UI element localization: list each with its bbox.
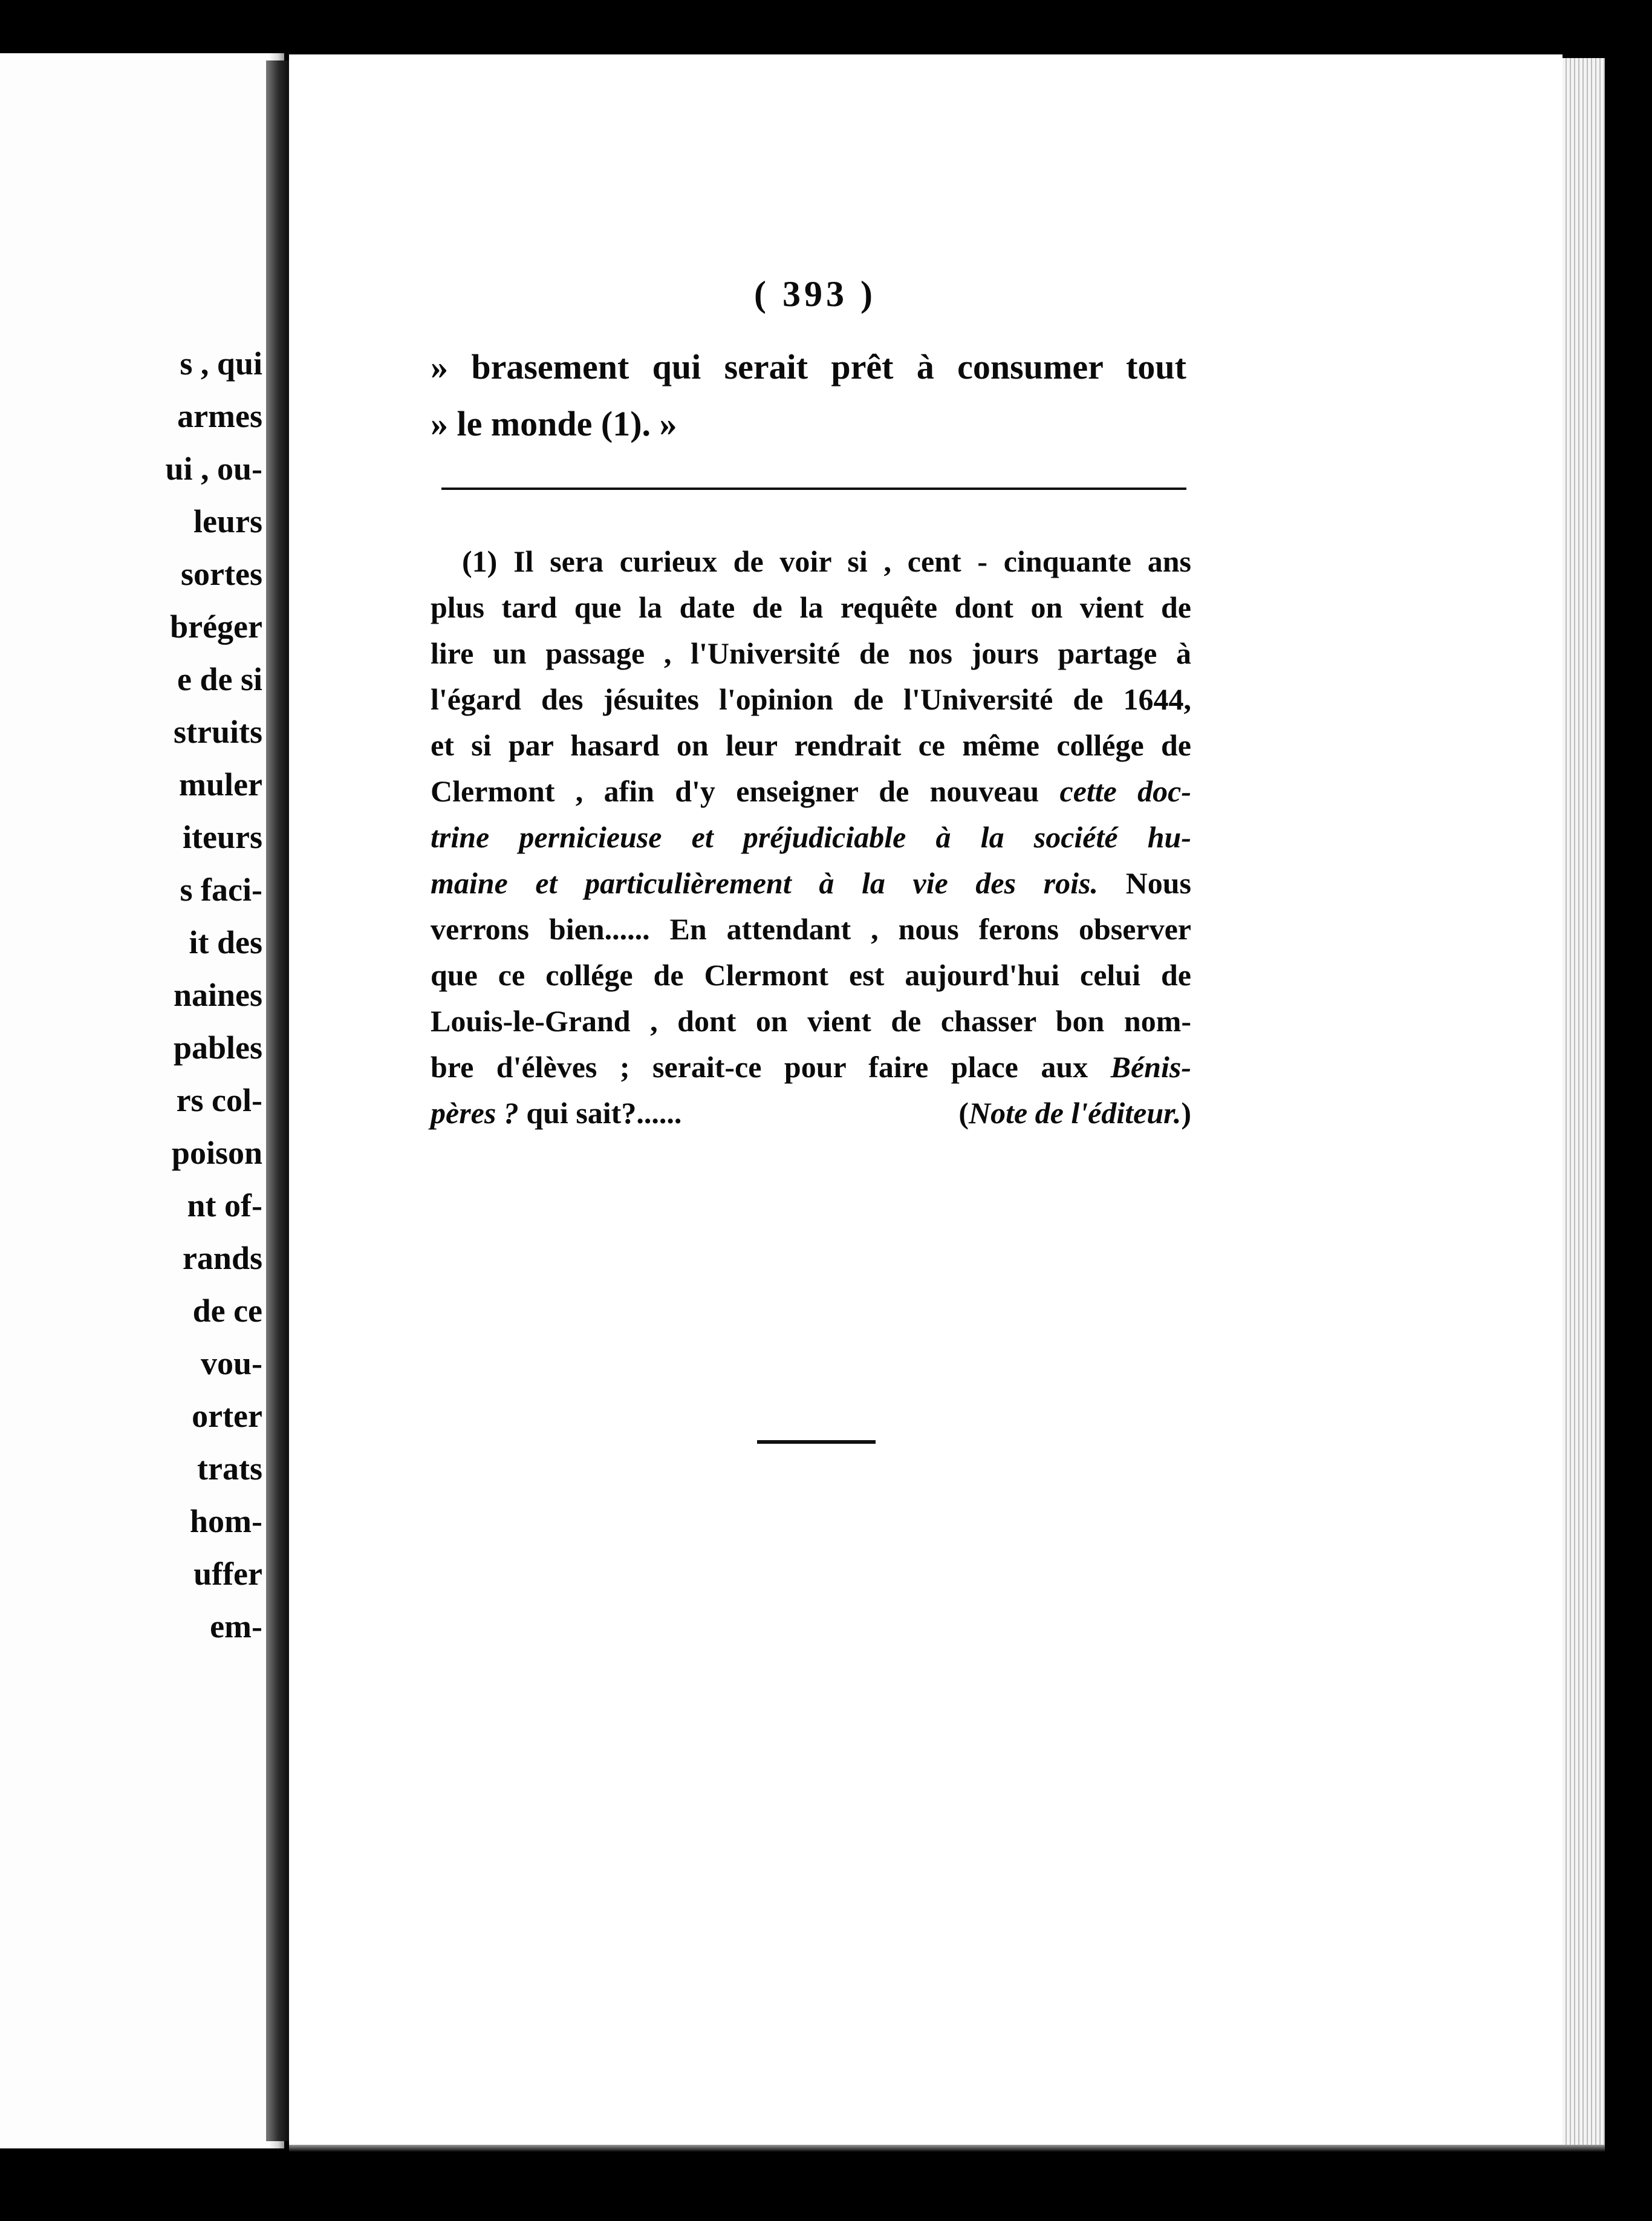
body-text: [431, 339, 1186, 452]
facing-line: sortes: [181, 556, 262, 592]
chapter-end-rule: [757, 1440, 876, 1444]
footnote-italic-text: cette doc-: [1059, 774, 1191, 808]
facing-line: rands: [182, 1240, 262, 1276]
facing-line: muler: [179, 766, 262, 803]
footnote: [431, 538, 1191, 1136]
facing-line: bréger: [170, 608, 262, 645]
facing-page-text: [165, 338, 262, 1653]
body-line: » brasement qui serait prêt à consumer tout: [431, 347, 1186, 386]
body-line: » le monde (1). »: [431, 404, 677, 443]
footnote-italic-text: pères ?: [431, 1096, 519, 1130]
footnote-line: (1) Il sera curieux de voir si , cent - cinquante ans: [462, 544, 1191, 578]
editor-note-label: Note de l'éditeur.: [969, 1096, 1182, 1130]
footnote-line: [431, 768, 1191, 814]
footnote-line: lire un passage , l'Université de nos jours partage à: [431, 636, 1191, 670]
footnote-line: plus tard que la date de la requête dont on vient de: [431, 590, 1191, 624]
footnote-text: qui sait?......: [518, 1096, 682, 1130]
facing-page: [0, 53, 284, 2148]
footnote-line: l'égard des jésuites l'opinion de l'Université de 1644,: [431, 682, 1191, 716]
footnote-line: Louis-le-Grand , dont on vient de chasser bon nom-: [431, 1004, 1191, 1038]
footnote-italic-text: maine et particulièrement à la vie des rois.: [431, 866, 1098, 900]
page-bottom-shadow: [289, 2145, 1605, 2152]
facing-line: de ce: [192, 1293, 262, 1329]
editor-note-paren: (: [958, 1096, 969, 1130]
page-number: ( 393 ): [754, 274, 876, 314]
footnote-text: Clermont , afin d'y enseigner de nouveau: [431, 774, 1060, 808]
facing-line: em-: [210, 1608, 262, 1645]
facing-line: e de si: [177, 661, 262, 697]
facing-line: s faci-: [180, 872, 262, 908]
footnote-separator-rule: [441, 488, 1186, 490]
footnote-line: et si par hasard on leur rendrait ce même collége de: [431, 728, 1191, 762]
footnote-final-text: [431, 1090, 681, 1136]
facing-line: trats: [197, 1450, 262, 1487]
facing-line: it des: [189, 924, 262, 960]
footnote-italic-text: trine pernicieuse et préjudiciable à la société hu-: [431, 820, 1191, 854]
footnote-line: [431, 814, 1191, 860]
facing-line: ui , ou-: [165, 451, 262, 487]
page-edges: [1563, 58, 1605, 2145]
facing-line: pables: [173, 1029, 262, 1066]
facing-line: poison: [171, 1135, 262, 1171]
facing-line: iteurs: [183, 819, 262, 855]
footnote-line: [431, 860, 1191, 906]
footnote-text: Nous: [1098, 866, 1191, 900]
facing-line: leurs: [193, 503, 262, 540]
facing-line: s , qui: [180, 345, 262, 382]
facing-line: struits: [174, 714, 262, 750]
facing-line: hom-: [190, 1503, 262, 1539]
editor-note-paren: ): [1181, 1096, 1191, 1130]
footnote-line: [431, 1044, 1191, 1090]
footnote-text: bre d'élèves ; serait-ce pour faire place aux: [431, 1050, 1111, 1084]
facing-line: naines: [173, 977, 262, 1013]
facing-line: rs col-: [176, 1082, 262, 1118]
footnote-last-line: [431, 1090, 1191, 1136]
editor-note: [958, 1090, 1191, 1136]
footnote-line: que ce collége de Clermont est aujourd'hui celui de: [431, 958, 1191, 992]
facing-line: armes: [177, 398, 262, 434]
facing-line: orter: [192, 1398, 262, 1434]
footnote-line: verrons bien...... En attendant , nous ferons observer: [431, 912, 1191, 946]
footnote-italic-text: Bénis-: [1110, 1050, 1191, 1084]
facing-line: vou-: [200, 1345, 262, 1381]
facing-line: nt of-: [187, 1187, 262, 1224]
facing-line: uffer: [193, 1556, 262, 1592]
